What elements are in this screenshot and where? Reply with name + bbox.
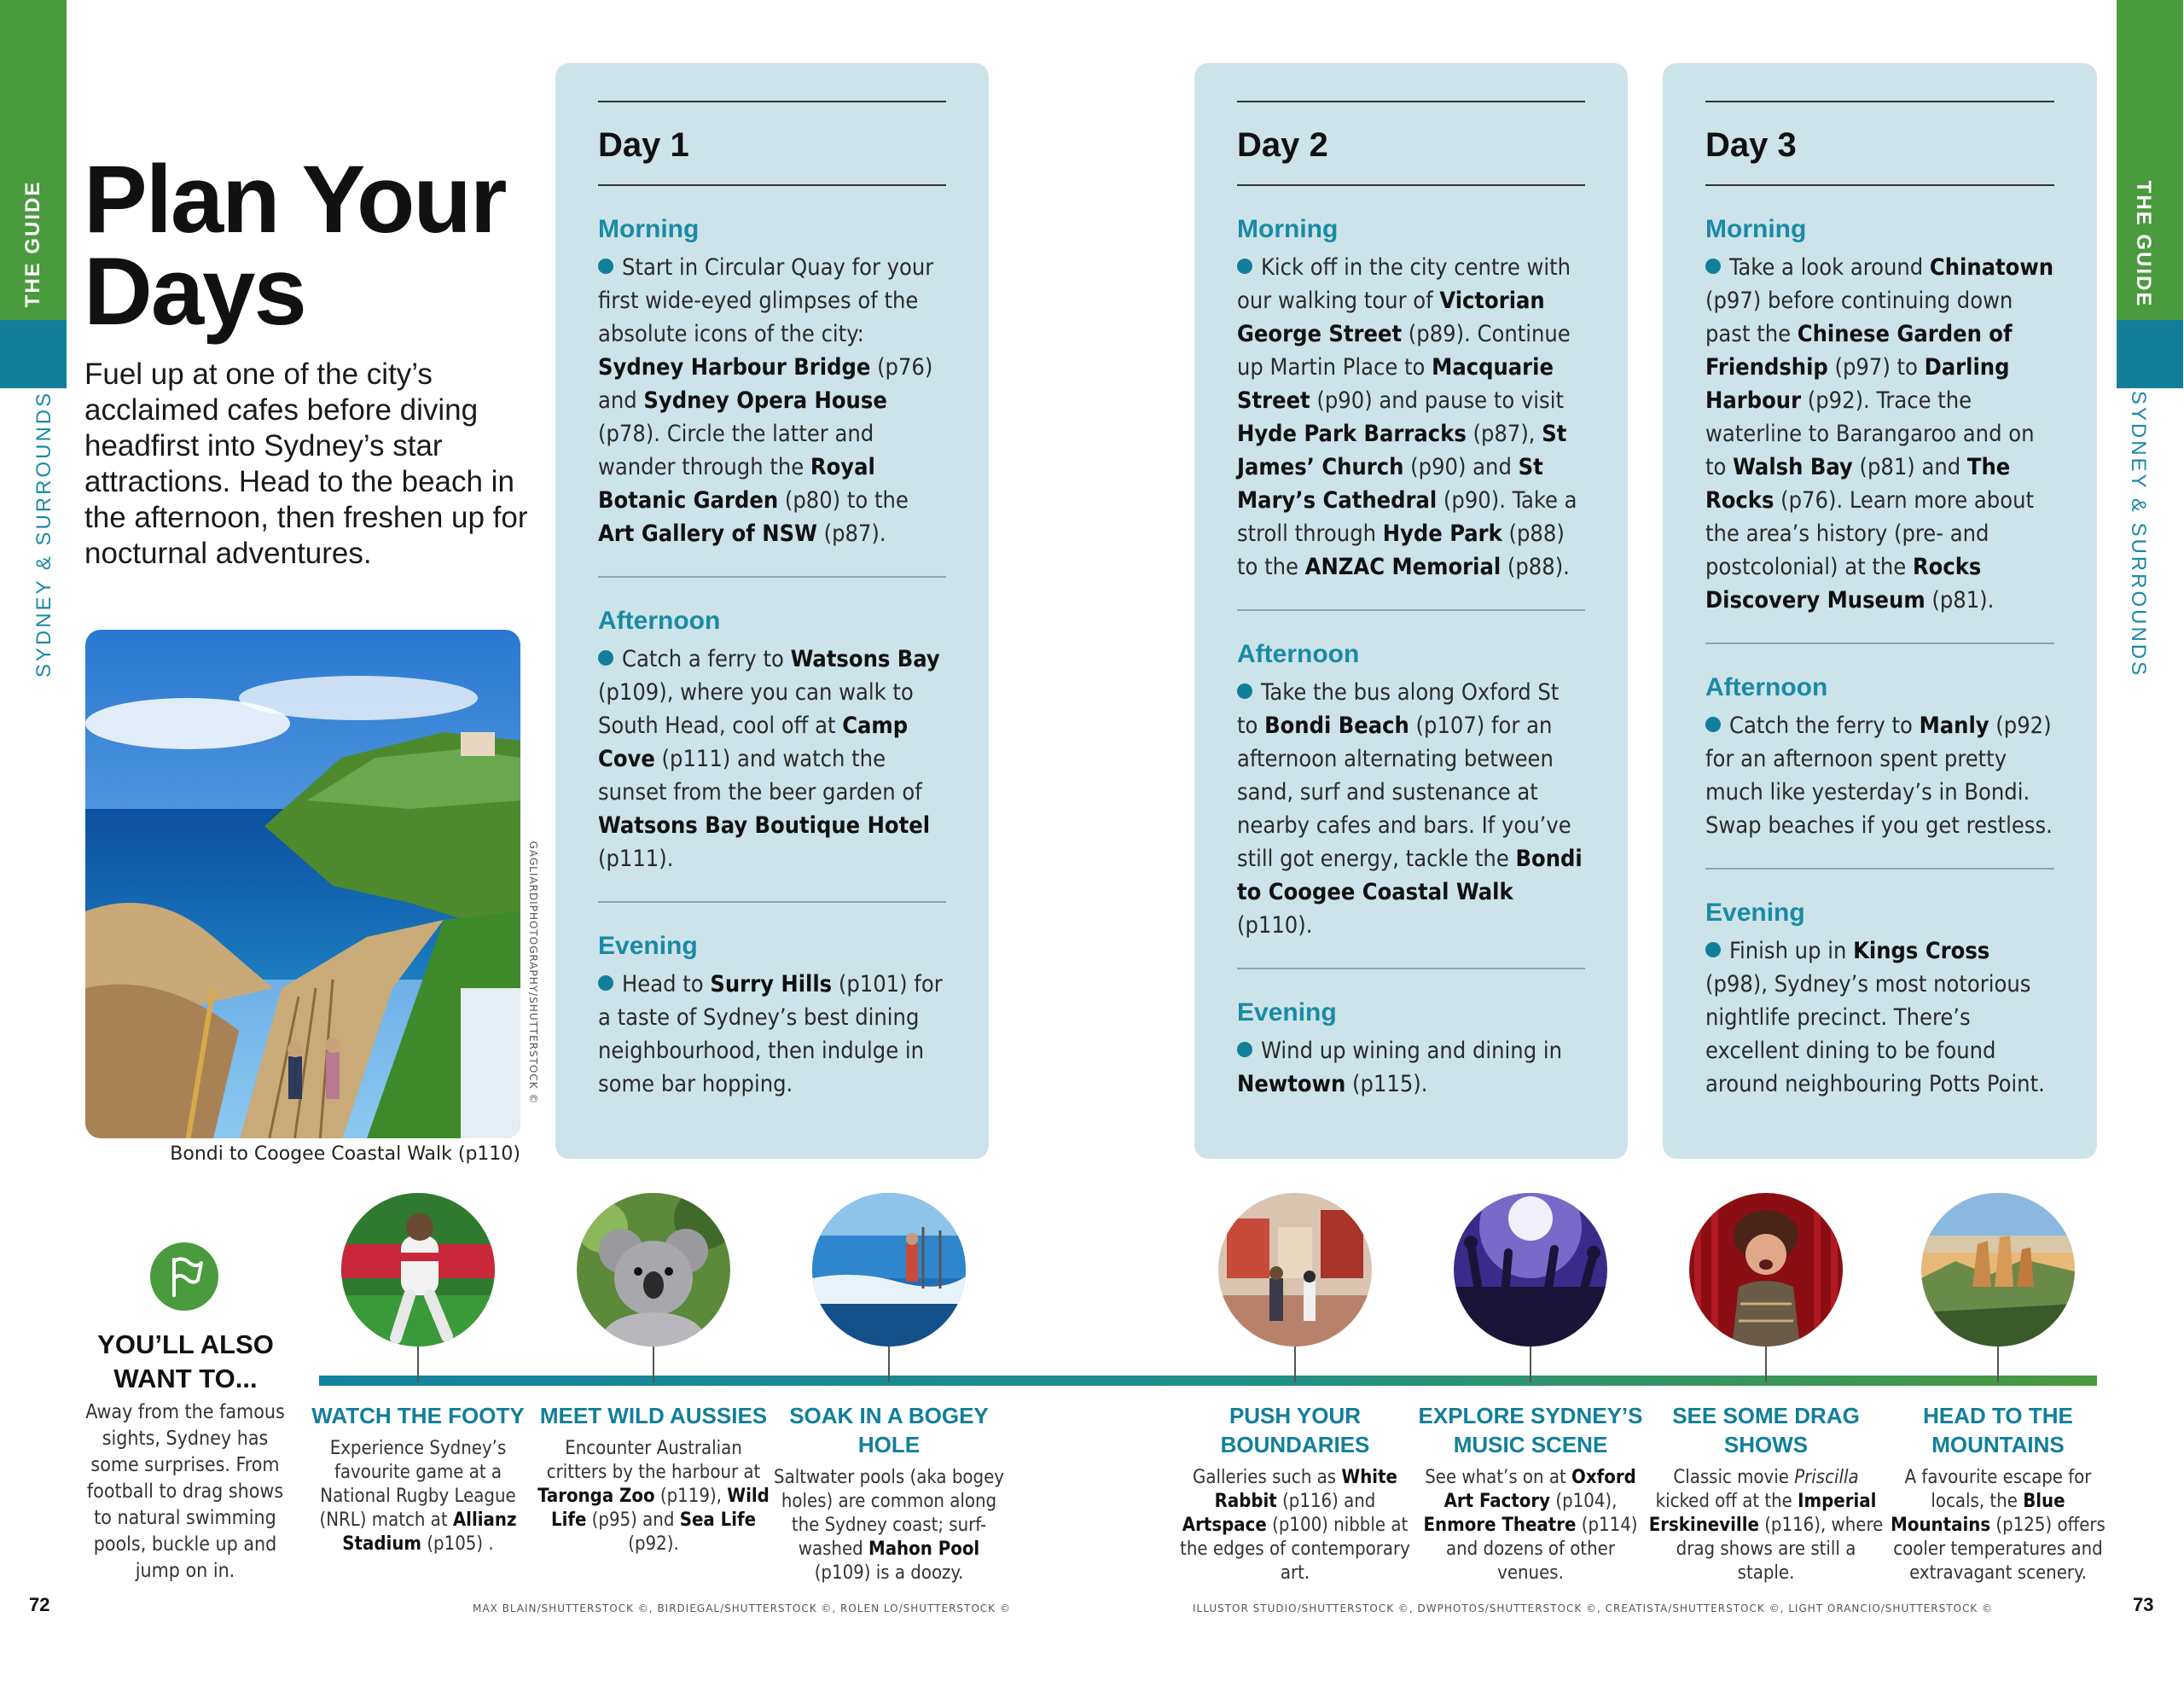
day-section-evening: [1237, 969, 1585, 1126]
text-run: (p87),: [1466, 421, 1542, 447]
text-run: (p109), where you can walk to South Head, cool off at: [598, 679, 914, 739]
text-run: (p90) and pause to visit: [1310, 387, 1564, 414]
text-run: (p95) and: [586, 1509, 680, 1531]
day-panel-2: [1194, 63, 1628, 1159]
day-section-morning: [1237, 186, 1585, 611]
section-label: Morning: [1237, 215, 1339, 243]
photo-credit: GAGLIARDIPHOTOGRAPHY/SHUTTERSTOCK ©: [527, 840, 539, 1105]
text-run: Saltwater pools (aka bogey holes) are common along the Sydney coast; surf-washed: [774, 1467, 1004, 1560]
day-title: Day 2: [1237, 101, 1585, 186]
side-section-label-left: SYDNEY & SURROUNDS: [32, 390, 55, 678]
place-name: Hyde Park Barracks: [1237, 421, 1467, 447]
highlight-body: [1879, 1466, 2117, 1585]
bullet-icon: [1237, 683, 1252, 699]
highlight-see-drag-shows: [1647, 1193, 1885, 1585]
day-section-evening: [598, 903, 946, 1126]
highlight-title: SEE SOME DRAG SHOWS: [1672, 1403, 1860, 1457]
concert-crowd-photo: [1454, 1193, 1607, 1347]
text-run: Kick off in the city centre with our walking tour of: [1237, 254, 1571, 314]
flag-icon: [150, 1242, 218, 1311]
place-name: Artspace: [1182, 1515, 1267, 1536]
drag-queen-photo: [1689, 1193, 1843, 1347]
day-panel-1: [555, 63, 989, 1159]
side-guide-label-left: THE GUIDE: [21, 180, 44, 308]
page-number-right: 73: [2133, 1594, 2154, 1615]
highlight-body: [1176, 1466, 1414, 1585]
also-heading-line2: WANT TO...: [113, 1364, 258, 1393]
intro-paragraph: Fuel up at one of the city’s acclaimed cafes before diving headfirst into Sydney’s star attractions. Head to the beach in the afternoon, then freshen up for nocturnal adventures.: [84, 358, 528, 570]
text-run: Experience Sydney’s favourite game at a National Rugby League (NRL) match at: [319, 1438, 516, 1531]
place-name: Watsons Bay: [790, 646, 940, 672]
page-title: [84, 146, 506, 345]
timeline-tick: [653, 1347, 654, 1382]
text-run: (p101) for a taste of Sydney’s best dining neighbourhood, then indulge in some bar hopping.: [598, 971, 943, 1097]
place-name: The Rocks: [1705, 454, 2011, 514]
text-run: (p125) offers cooler temperatures and extravagant scenery.: [1893, 1515, 2106, 1584]
page-title-line2: Days: [84, 238, 305, 345]
highlight-body: [1647, 1466, 1885, 1585]
text-run: (p92).: [628, 1533, 679, 1555]
place-name: Hyde Park: [1382, 521, 1502, 547]
highlight-meet-wild-aussies: [534, 1193, 773, 1556]
highlight-body: [770, 1466, 1008, 1585]
photo-credits-right: ILLUSTOR STUDIO/SHUTTERSTOCK ©, DWPHOTOS/SHUTTERSTOCK ©, CREATISTA/SHUTTERSTOCK ©, LIGHT ORANCIO/SHUTTERSTOCK ©: [1193, 1602, 1994, 1614]
place-name: Chinatown: [1929, 254, 2054, 281]
text-run: A favourite escape for locals, the: [1904, 1467, 2092, 1512]
section-label: Evening: [1705, 899, 1805, 927]
text-run: (p97) to: [1827, 354, 1925, 381]
place-name: Taronga Zoo: [537, 1486, 655, 1507]
timeline-tick: [417, 1347, 419, 1382]
text-run: (p107) for an afternoon alternating between sand, surf and sustenance at nearby cafes and bars. If you’ve still got energy, tackle the: [1237, 713, 1571, 872]
gallery-photo: [1218, 1193, 1372, 1347]
koala-photo: [577, 1193, 730, 1347]
place-name: Newtown: [1237, 1071, 1346, 1097]
section-label: Afternoon: [1705, 673, 1828, 701]
text-run: (p88) to the: [1237, 521, 1565, 580]
place-name: Royal Botanic Garden: [598, 454, 875, 514]
highlight-body: [534, 1437, 773, 1556]
photo-caption: Bondi to Coogee Coastal Walk (p110): [170, 1143, 520, 1165]
place-name: Sydney Harbour Bridge: [598, 354, 871, 381]
place-name: Bondi to Coogee Coastal Walk: [1237, 846, 1583, 905]
coastal-walk-photo: [85, 630, 520, 1138]
text-run: Start in Circular Quay for your first wide-eyed glimpses of the absolute icons of the city:: [598, 254, 934, 347]
text-run: (p76). Learn more about the area’s history (pre- and postcolonial) at the: [1705, 487, 2035, 580]
highlight-body: [299, 1437, 537, 1556]
section-label: Afternoon: [598, 607, 721, 635]
text-run: (p92) for an afternoon spent pretty much like yesterday’s in Bondi. Swap beaches if you get restless.: [1705, 713, 2053, 839]
text-run: Wind up wining and dining in: [1261, 1038, 1562, 1064]
place-name: Rocks Discovery Museum: [1705, 554, 1982, 614]
highlight-soak-in-a-bogey-hole: [770, 1193, 1008, 1585]
page-number-left: 72: [29, 1594, 50, 1615]
highlight-head-to-mountains: [1879, 1193, 2117, 1585]
side-guide-label-right: THE GUIDE: [2132, 180, 2155, 308]
place-name: Enmore Theatre: [1423, 1515, 1577, 1536]
text-run: (p109) is a doozy.: [814, 1562, 964, 1584]
text-run: Head to: [622, 971, 711, 998]
text-run: (p92). Trace the waterline to Barangaroo and on to: [1705, 387, 2035, 480]
also-heading-line1: YOU’LL ALSO: [97, 1329, 274, 1359]
day-panel-3: [1663, 63, 2097, 1159]
highlight-body: [1411, 1466, 1650, 1585]
place-name: St James’ Church: [1237, 421, 1567, 480]
place-name: Camp Cove: [598, 713, 909, 772]
place-name: Wild Life: [550, 1486, 770, 1531]
text-run: (p76) and: [598, 354, 933, 414]
text-run: See what’s on at: [1425, 1467, 1572, 1488]
place-name: Allianz Stadium: [342, 1509, 517, 1555]
place-name: Watsons Bay Boutique Hotel: [598, 812, 931, 839]
section-body: [1237, 251, 1585, 584]
section-body: [1237, 1034, 1585, 1101]
day-title: Day 3: [1705, 101, 2054, 186]
ocean-pool-photo: [812, 1193, 966, 1347]
text-run: (p89). Continue up Martin Place to: [1237, 321, 1571, 381]
side-tab-accent-right: [2117, 320, 2183, 388]
section-label: Evening: [598, 932, 698, 960]
text-run: kicked off at the: [1655, 1491, 1798, 1512]
highlight-title: WATCH THE FOOTY: [311, 1403, 525, 1428]
timeline-tick: [1294, 1347, 1296, 1382]
section-body: [598, 968, 946, 1101]
text-run: (p81) and: [1852, 454, 1967, 480]
side-tab-accent-left: [0, 320, 67, 388]
page-title-line1: Plan Your: [84, 146, 506, 253]
text-run: (p87).: [816, 521, 886, 547]
text-run: Priscilla: [1794, 1467, 1859, 1488]
timeline-tick: [1530, 1347, 1531, 1382]
highlight-title: HEAD TO THE MOUNTAINS: [1923, 1403, 2073, 1457]
rugby-player-photo: [341, 1193, 495, 1347]
text-run: (p116), where drag shows are still a staple.: [1676, 1515, 1884, 1584]
text-run: (p81).: [1925, 587, 1995, 614]
text-run: (p116) and: [1276, 1491, 1376, 1512]
bullet-icon: [598, 650, 613, 666]
text-run: (p90) and: [1403, 454, 1519, 480]
section-label: Evening: [1237, 998, 1337, 1027]
text-run: Catch the ferry to: [1729, 713, 1920, 739]
place-name: Mahon Pool: [868, 1538, 980, 1560]
section-body: [1237, 676, 1585, 942]
place-name: Sea Life: [679, 1509, 757, 1531]
text-run: (p110).: [1237, 912, 1313, 939]
day-section-afternoon: [598, 578, 946, 903]
highlight-title: EXPLORE SYDNEY’S MUSIC SCENE: [1418, 1403, 1643, 1457]
bullet-icon: [1237, 1042, 1252, 1057]
day-title: Day 1: [598, 101, 946, 186]
text-run: Finish up in: [1729, 938, 1854, 964]
text-run: (p97) before continuing down past the: [1705, 288, 2013, 347]
section-label: Morning: [1705, 215, 1807, 243]
place-name: Darling Harbour: [1705, 354, 2010, 414]
bullet-icon: [1237, 259, 1252, 274]
day-section-evening: [1705, 870, 2054, 1126]
text-run: (p119),: [654, 1486, 728, 1507]
place-name: Walsh Bay: [1733, 454, 1853, 480]
day-section-morning: [598, 186, 946, 578]
timeline-tick: [1997, 1347, 1999, 1382]
side-section-label-right: SYDNEY & SURROUNDS: [2127, 390, 2150, 678]
day-section-morning: [1705, 186, 2054, 644]
text-run: (p90). Take a stroll through: [1237, 487, 1577, 547]
section-body: [1705, 934, 2054, 1101]
text-run: Take the bus along Oxford St to: [1237, 679, 1560, 739]
also-description: Away from the famous sights, Sydney has some surprises. From football to drag shows to natural swimming pools, buckle up and jump on in.: [85, 1401, 285, 1582]
text-run: (p80) to the: [778, 487, 909, 514]
place-name: Chinese Garden of Friendship: [1705, 321, 2013, 381]
place-name: Manly: [1919, 713, 1989, 739]
timeline-tick: [888, 1347, 890, 1382]
text-run: (p114) and dozens of other venues.: [1446, 1515, 1638, 1584]
text-run: (p111).: [598, 846, 674, 872]
bullet-icon: [598, 975, 613, 991]
timeline-tick: [1765, 1347, 1767, 1382]
three-sisters-photo: [1921, 1193, 2075, 1347]
section-body: [1705, 251, 2054, 617]
place-name: St Mary’s Cathedral: [1237, 454, 1543, 514]
bullet-icon: [1705, 942, 1721, 957]
place-name: White Rabbit: [1214, 1467, 1397, 1512]
also-heading: [85, 1328, 286, 1396]
place-name: Oxford Art Factory: [1443, 1467, 1636, 1512]
bullet-icon: [1705, 259, 1721, 274]
section-body: [598, 251, 946, 550]
text-run: Catch a ferry to: [622, 646, 791, 672]
text-run: Galleries such as: [1193, 1467, 1342, 1488]
photo-credits-left: MAX BLAIN/SHUTTERSTOCK ©, BIRDIEGAL/SHUTTERSTOCK ©, ROLEN LO/SHUTTERSTOCK ©: [473, 1602, 1011, 1614]
section-body: [598, 643, 946, 875]
coastal-walk-illustration: [85, 630, 520, 1138]
place-name: Victorian George Street: [1237, 288, 1545, 347]
place-name: Art Gallery of NSW: [598, 521, 817, 547]
section-body: [1705, 709, 2054, 842]
day-section-afternoon: [1705, 644, 2054, 870]
text-run: (p104),: [1550, 1491, 1618, 1512]
bullet-icon: [1705, 717, 1721, 732]
day-section-afternoon: [1237, 611, 1585, 969]
text-run: Take a look around: [1729, 254, 1930, 281]
place-name: Kings Cross: [1853, 938, 1990, 964]
place-name: Blue Mountains: [1891, 1491, 2065, 1536]
highlight-title: PUSH YOUR BOUNDARIES: [1220, 1403, 1370, 1457]
place-name: Macquarie Street: [1237, 354, 1554, 414]
highlight-explore-music-scene: [1411, 1193, 1650, 1585]
place-name: Sydney Opera House: [643, 387, 887, 414]
place-name: ANZAC Memorial: [1304, 554, 1502, 580]
text-run: Classic movie: [1673, 1467, 1795, 1488]
text-run: (p88).: [1501, 554, 1570, 580]
highlight-watch-the-footy: [299, 1193, 537, 1556]
text-run: (p100) nibble at the edges of contemporary art.: [1180, 1515, 1410, 1584]
text-run: (p111) and watch the sunset from the beer garden of: [598, 746, 922, 806]
highlight-push-your-boundaries: [1176, 1193, 1414, 1585]
highlight-title: MEET WILD AUSSIES: [539, 1403, 768, 1428]
text-run: (p115).: [1345, 1071, 1428, 1097]
text-run: (p98), Sydney’s most notorious nightlife precinct. There’s excellent dining to be found around neighbouring Potts Point.: [1705, 971, 2045, 1097]
text-run: (p78). Circle the latter and wander through the: [598, 421, 874, 480]
section-label: Morning: [598, 215, 700, 243]
section-label: Afternoon: [1237, 640, 1360, 668]
place-name: Bondi Beach: [1264, 713, 1409, 739]
highlight-title: SOAK IN A BOGEY HOLE: [789, 1403, 989, 1457]
text-run: (p105) .: [421, 1533, 494, 1555]
place-name: Surry Hills: [710, 971, 833, 998]
bullet-icon: [598, 259, 613, 274]
place-name: Imperial Erskineville: [1648, 1491, 1877, 1536]
text-run: Encounter Australian critters by the harbour at: [546, 1438, 761, 1483]
